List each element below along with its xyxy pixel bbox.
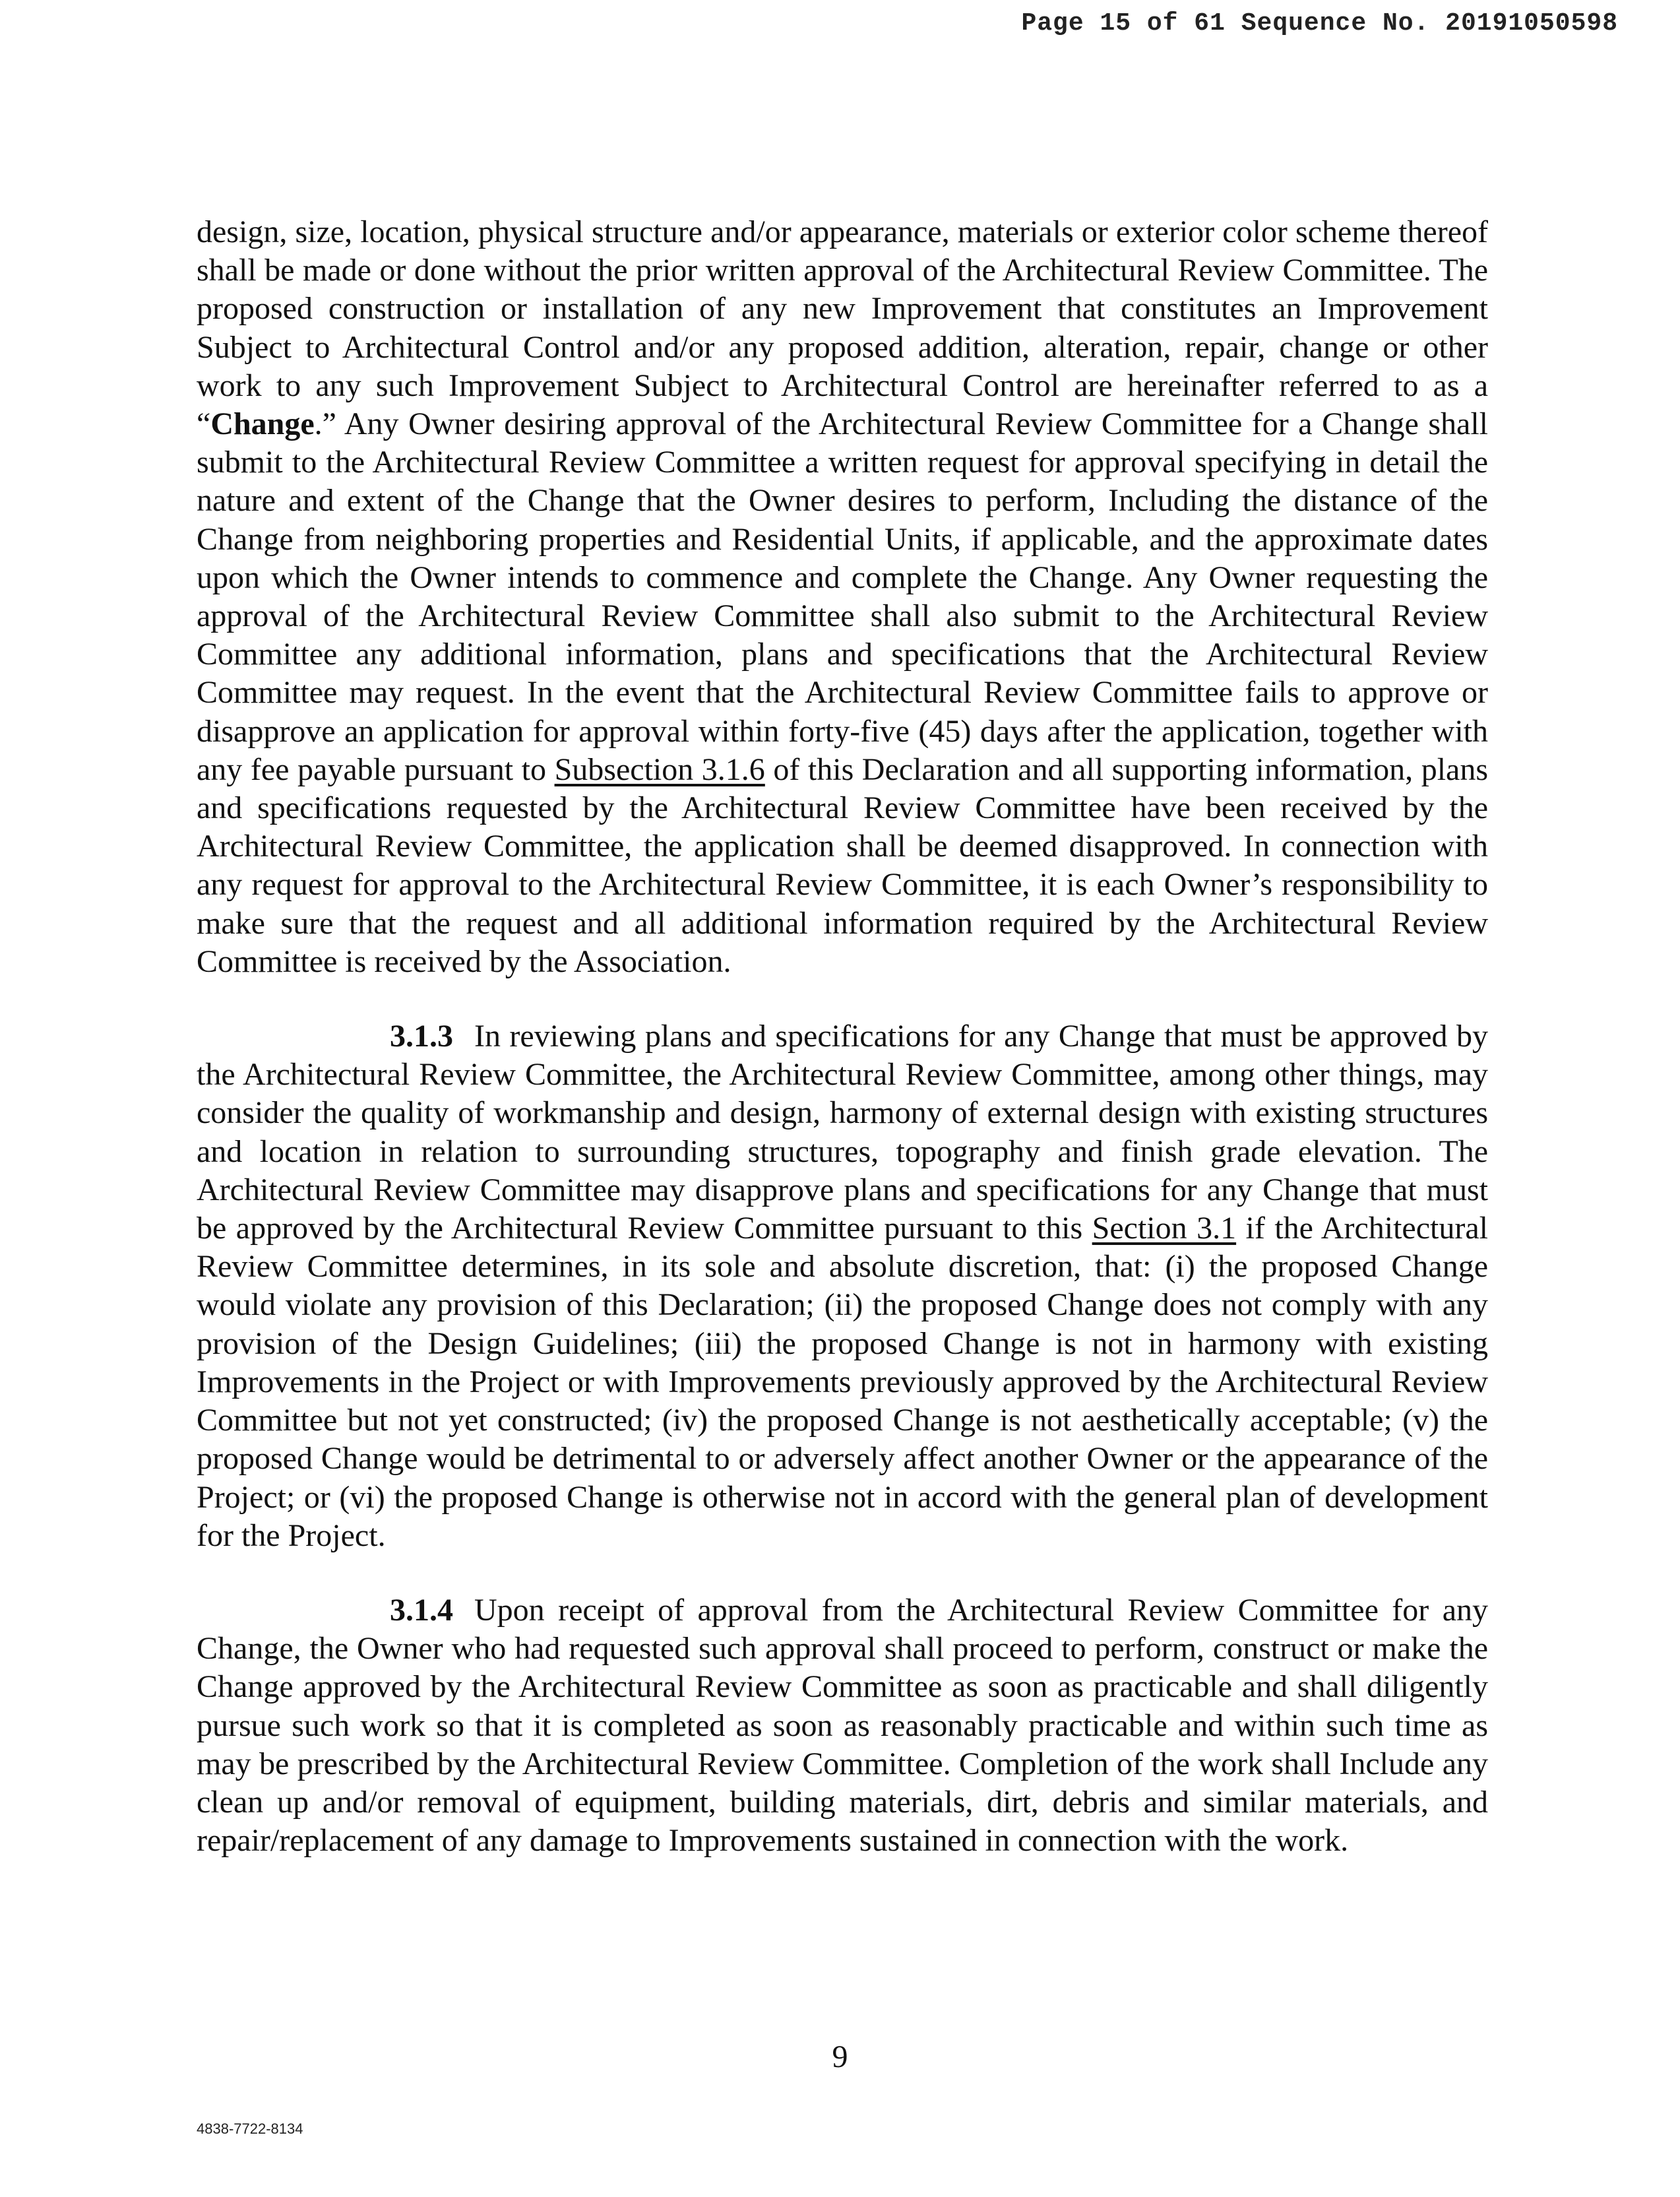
- document-id: 4838-7722-8134: [197, 2120, 303, 2137]
- section-3-1-4-text: Upon receipt of approval from the Architectural Review Committee for any Change, the Owner who had requested such approval shall proceed to perform, construct or make the Change approved by the Architectural Review Committee as soon as practicable and shall diligently pursue such work so that it is completed as soon as reasonably practicable and within such time as may be prescribed by the Architectural Review Committee. Completion of the work shall Include any clean up and/or removal of equipment, building materials, dirt, debris and similar materials, and repair/replacement of any damage to Improvements sustained in connection with the work.: [197, 1592, 1488, 1859]
- defined-term-change: Change: [210, 406, 315, 442]
- section-3-1-3: [197, 1017, 1488, 1555]
- section-number-3-1-4: 3.1.4: [390, 1592, 453, 1628]
- paragraph-change-approval: [197, 213, 1488, 981]
- paragraph-1-part-b: .” Any Owner desiring approval of the Architectural Review Committee for a Change shall submit to the Architectural Review Committee a written request for approval specifying in detail the nature and extent of the Change that the Owner desires to perform, Including the distance of the Change from neighboring properties and Residential Units, if applicable, and the approximate dates upon which the Owner intends to commence and complete the Change. Any Owner requesting the approval of the Architectural Review Committee shall also submit to the Architectural Review Committee any additional information, plans and specifications that the Architectural Review Committee may request. In the event that the Architectural Review Committee fails to approve or disapprove an application for approval within forty-five (45) days after the application, together with any fee payable pursuant to: [197, 406, 1488, 787]
- subsection-3-1-6-reference: Subsection 3.1.6: [554, 751, 765, 787]
- section-3-1-3-part-a: In reviewing plans and specifications for any Change that must be approved by the Architectural Review Committee, the Architectural Review Committee, among other things, may consider the quality of workmanship and design, harmony of external design with existing structures and location in relation to surrounding structures, topography and finish grade elevation. The Architectural Review Committee may disapprove plans and specifications for any Change that must be approved by the Architectural Review Committee pursuant to this: [197, 1019, 1488, 1246]
- section-3-1-3-part-b: if the Architectural Review Committee determines, in its sole and absolute discretion, that: (i) the proposed Change would violate any provision of this Declaration; (ii) the proposed Change does not comply with any provision of the Design Guidelines; (iii) the proposed Change is not in harmony with existing Improvements in the Project or with Improvements previously approved by the Architectural Review Committee but not yet constructed; (iv) the proposed Change is not aesthetically acceptable; (v) the proposed Change would be detrimental to or adversely affect another Owner or the appearance of the Project; or (vi) the proposed Change is otherwise not in accord with the general plan of development for the Project.: [197, 1211, 1488, 1553]
- page-number: 9: [832, 2039, 848, 2074]
- page-sequence-header: Page 15 of 61 Sequence No. 20191050598: [1021, 9, 1618, 38]
- section-number-3-1-3: 3.1.3: [390, 1019, 453, 1054]
- section-3-1-reference: Section 3.1: [1092, 1211, 1237, 1246]
- paragraph-1-part-c: of this Declaration and all supporting information, plans and specifications requested by the Architectural Review Committee have been received by the Architectural Review Committee, the application shall be deemed disapproved. In connection with any request for approval to the Architectural Review Committee, it is each Owner’s responsibility to make sure that the request and all additional information required by the Architectural Review Committee is received by the Association.: [197, 751, 1489, 979]
- document-body: [197, 213, 1488, 1860]
- section-3-1-4: [197, 1591, 1488, 1860]
- paragraph-1-part-a: design, size, location, physical structure and/or appearance, materials or exterior color scheme thereof shall be made or done without the prior written approval of the Architectural Review Committee. The proposed construction or installation of any new Improvement that constitutes an Improvement Subject to Architectural Control and/or any proposed addition, alteration, repair, change or other work to any such Improvement Subject to Architectural Control are hereinafter referred to as a “: [197, 214, 1488, 442]
